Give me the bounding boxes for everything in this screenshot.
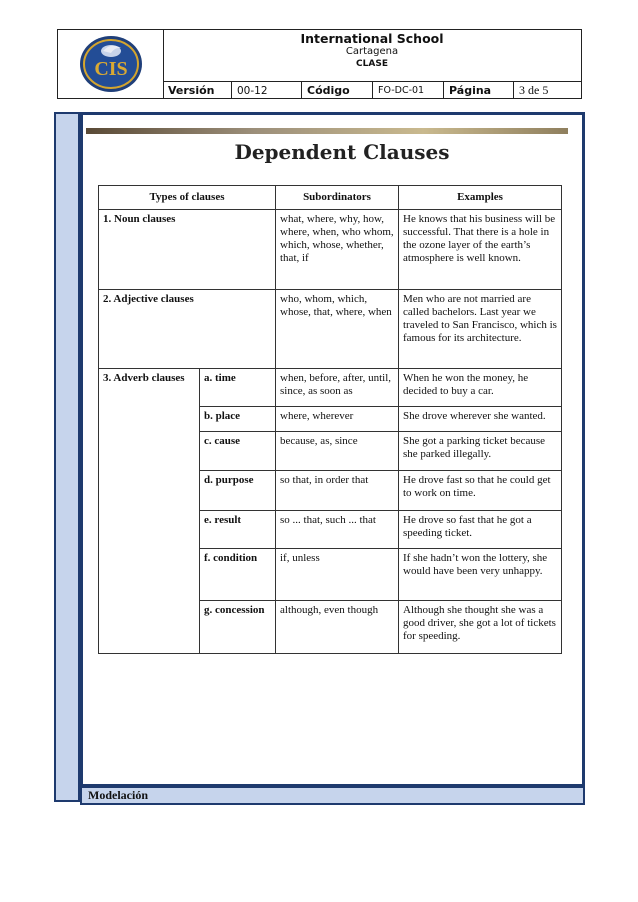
document-meta-row [163, 81, 581, 99]
clause-subordinators: when, before, after, until, since, as soon as [276, 369, 399, 407]
clause-examples: He drove fast so that he could get to work on time. [399, 471, 562, 511]
table-row [99, 369, 562, 407]
adverb-subtype: c. cause [200, 432, 276, 471]
adverb-subtype: g. concession [200, 601, 276, 654]
clause-type: 2. Adjective clauses [99, 290, 276, 369]
clause-subordinators: so that, in order that [276, 471, 399, 511]
clause-examples: When he won the money, he decided to buy a car. [399, 369, 562, 407]
version-label: Versión [163, 82, 232, 99]
footer-label: Modelación [80, 786, 585, 805]
adverb-subtype: a. time [200, 369, 276, 407]
adverb-subtype: b. place [200, 407, 276, 432]
column-header: Types of clauses [99, 186, 276, 210]
clause-type: 1. Noun clauses [99, 210, 276, 290]
table-row [99, 290, 562, 369]
clause-examples: He drove so fast that he got a speeding ticket. [399, 511, 562, 549]
table-row [99, 210, 562, 290]
clause-examples: She got a parking ticket because she parked illegally. [399, 432, 562, 471]
code-label: Código [302, 82, 373, 99]
adverb-subtype: f. condition [200, 549, 276, 601]
clause-subordinators: where, wherever [276, 407, 399, 432]
clause-subordinators: because, as, since [276, 432, 399, 471]
clause-type: 3. Adverb clauses [99, 369, 200, 654]
code-value: FO-DC-01 [373, 82, 444, 99]
column-header: Examples [399, 186, 562, 210]
adverb-subtype: d. purpose [200, 471, 276, 511]
clause-examples: If she hadn’t won the lottery, she would have been very unhappy. [399, 549, 562, 601]
clause-subordinators: although, even though [276, 601, 399, 654]
clauses-table [98, 185, 562, 654]
decorative-bar [86, 128, 568, 134]
svg-text:CIS: CIS [93, 58, 128, 80]
page-title: Dependent Clauses [234, 140, 450, 164]
document-header [57, 29, 582, 99]
page-label: Página [444, 82, 514, 99]
frame-left-bar [54, 112, 80, 802]
school-logo [58, 30, 164, 98]
clause-examples: She drove wherever she wanted. [399, 407, 562, 432]
school-city: Cartagena [345, 46, 399, 57]
clause-examples: Men who are not married are called bachelors. Last year we traveled to San Francisco, which is famous for its architecture. [399, 290, 562, 369]
clause-subordinators: if, unless [276, 549, 399, 601]
clause-subordinators: so ... that, such ... that [276, 511, 399, 549]
document-type: CLASE [356, 59, 388, 69]
adverb-subtype: e. result [200, 511, 276, 549]
version-value: 00-12 [232, 82, 302, 99]
clause-examples: Although she thought she was a good driver, she got a lot of tickets for speeding. [399, 601, 562, 654]
school-name: International School [300, 31, 444, 46]
page-value: 3 de 5 [519, 83, 549, 97]
clause-examples: He knows that his business will be successful. That there is a hole in the ozone layer of the earth’s atmosphere is well known. [399, 210, 562, 290]
school-shield-icon [77, 33, 145, 95]
table-header-row [99, 186, 562, 210]
clause-subordinators: who, whom, which, whose, that, where, when [276, 290, 399, 369]
clause-subordinators: what, where, why, how, where, when, who whom, which, whose, whether, that, if [276, 210, 399, 290]
column-header: Subordinators [276, 186, 399, 210]
